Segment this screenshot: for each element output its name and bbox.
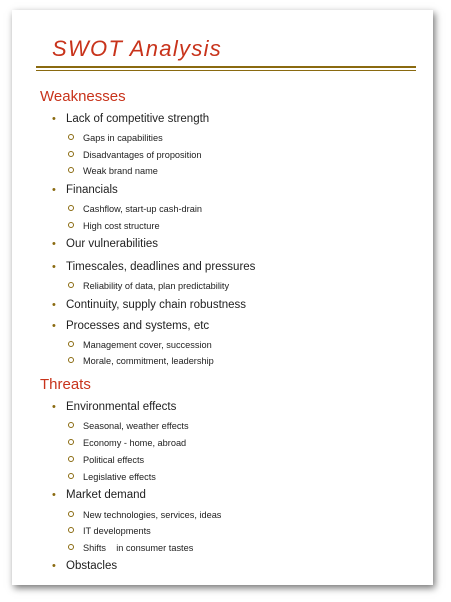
list-item (52, 239, 158, 251)
list-item-label: Continuity, supply chain robustness (66, 299, 247, 311)
sub-list-item (68, 282, 229, 291)
list-item (52, 402, 176, 414)
sub-list-item-label: New technologies, services, ideas (83, 510, 222, 520)
sub-list-item (68, 422, 189, 431)
circle-bullet-icon (68, 151, 74, 157)
circle-bullet-icon (68, 357, 74, 363)
bullet-icon: • (52, 299, 56, 311)
list-item (52, 561, 117, 573)
list-item (52, 185, 118, 197)
circle-bullet-icon (68, 422, 74, 428)
circle-bullet-icon (68, 456, 74, 462)
bullet-icon: • (52, 401, 56, 413)
circle-bullet-icon (68, 473, 74, 479)
circle-bullet-icon (68, 167, 74, 173)
sub-list-item (68, 527, 151, 536)
list-item (52, 300, 246, 312)
list-item-label: Financials (66, 184, 118, 196)
circle-bullet-icon (68, 439, 74, 445)
sub-list-item (68, 134, 163, 143)
list-item-label: Environmental effects (66, 401, 177, 413)
circle-bullet-icon (68, 511, 74, 517)
list-item (52, 262, 255, 274)
list-item-label: Market demand (66, 489, 146, 501)
circle-bullet-icon (68, 205, 74, 211)
circle-bullet-icon (68, 282, 74, 288)
list-item-label: Our vulnerabilities (66, 238, 159, 250)
sub-list-item-label: Morale, commitment, leadership (83, 356, 214, 366)
list-item-label: Timescales, deadlines and pressures (66, 261, 256, 273)
list-item-label: Obstacles (66, 560, 118, 572)
document-title: SWOT Analysis (52, 36, 223, 61)
sub-list-item (68, 357, 214, 366)
sub-list-item (68, 205, 202, 214)
sub-list-item-label: Shifts in consumer tastes (83, 543, 194, 553)
circle-bullet-icon (68, 544, 74, 550)
sub-list-item (68, 456, 144, 465)
sub-list-item-label: Management cover, succession (83, 340, 212, 350)
list-item (52, 114, 209, 126)
bullet-icon: • (52, 238, 56, 250)
sub-list-item-label: Economy - home, abroad (83, 438, 187, 448)
sub-list-item-label: Cashflow, start-up cash-drain (83, 204, 202, 214)
list-item (52, 321, 209, 333)
sub-list-item-label: High cost structure (83, 221, 160, 231)
sub-list-item (68, 511, 221, 520)
sub-list-item-label: Seasonal, weather effects (83, 421, 189, 431)
circle-bullet-icon (68, 527, 74, 533)
circle-bullet-icon (68, 134, 74, 140)
circle-bullet-icon (68, 341, 74, 347)
list-item-label: Lack of competitive strength (66, 113, 210, 125)
sub-list-item (68, 222, 160, 231)
bullet-icon: • (52, 560, 56, 572)
section-heading-threats: Threats (40, 376, 91, 393)
list-item (52, 490, 146, 502)
sub-list-item (68, 341, 212, 350)
sub-list-item-label: Weak brand name (83, 166, 158, 176)
section-heading-weaknesses: Weaknesses (40, 88, 126, 105)
sub-list-item-label: Disadvantages of proposition (83, 150, 202, 160)
sub-list-item (68, 473, 156, 482)
sub-list-item (68, 439, 186, 448)
sub-list-item (68, 167, 158, 176)
title-rule (36, 66, 416, 68)
bullet-icon: • (52, 184, 56, 196)
sub-list-item-label: Reliability of data, plan predictability (83, 281, 230, 291)
document-page (12, 10, 433, 585)
sub-list-item (68, 544, 193, 553)
bullet-icon: • (52, 489, 56, 501)
bullet-icon: • (52, 113, 56, 125)
sub-list-item (68, 151, 202, 160)
list-item-label: Processes and systems, etc (66, 320, 210, 332)
bullet-icon: • (52, 320, 56, 332)
circle-bullet-icon (68, 222, 74, 228)
sub-list-item-label: Gaps in capabilities (83, 133, 163, 143)
sub-list-item-label: Legislative effects (83, 472, 156, 482)
sub-list-item-label: Political effects (83, 455, 145, 465)
bullet-icon: • (52, 261, 56, 273)
sub-list-item-label: IT developments (83, 526, 151, 536)
title-rule-thin (36, 70, 416, 71)
